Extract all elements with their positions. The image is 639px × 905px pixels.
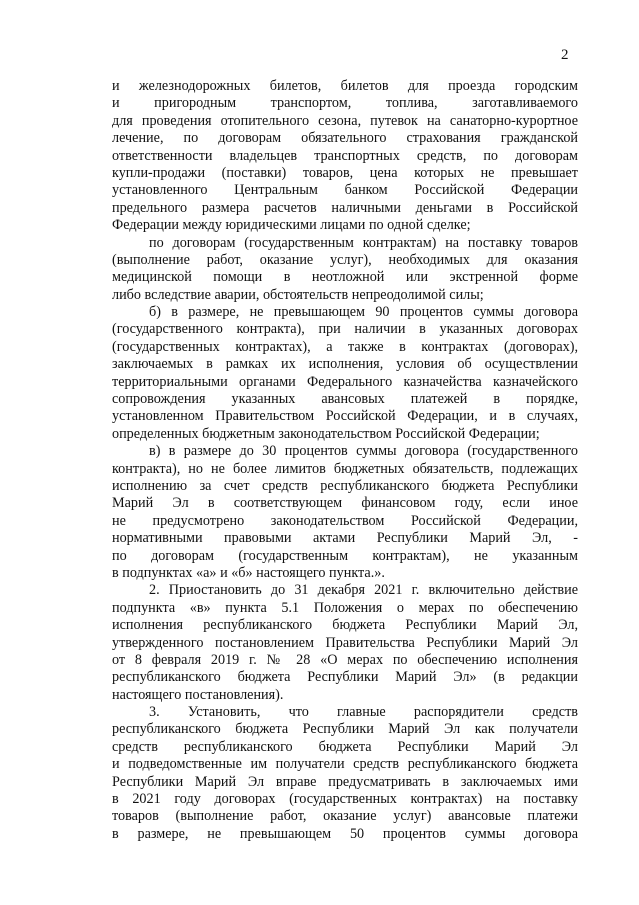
text-line: сопровождения указанных авансовых платежей в порядке, [112,391,578,408]
text-line: 2. Приостановить до 31 декабря 2021 г. включительно действие [149,582,578,599]
text-line: республиканского бюджета Республики Марий Эл как получатели [112,721,578,738]
text-line: установленного Центральным банком Российской Федерации [112,182,578,199]
text-line: в размере, не превышающем 50 процентов суммы договора [112,825,578,842]
text-line: подпункта «в» пункта 5.1 Положения о мерах по обеспечению [112,599,578,616]
text-line: в подпунктах «а» и «б» настоящего пункта.». [112,564,385,581]
text-line: лечение, по договорам обязательного страхования гражданской [112,130,578,147]
text-line: республиканского бюджета Республики Марий Эл» (в редакции [112,669,578,686]
text-line: в 2021 году договорах (государственных контрактах) на поставку [112,791,578,808]
text-line: нормативными правовыми актами Республики Марий Эл, - [112,530,578,547]
text-line: ответственности владельцев транспортных средств, по договорам [112,147,578,164]
text-line: установленном Правительством Российской Федерации, и в случаях, [112,408,578,425]
page-number: 2 [561,47,569,63]
text-line: купли-продажи (поставки) товаров, цена которых не превышает [112,164,578,181]
text-line: территориальными органами Федерального казначейства казначейского [112,373,578,390]
text-line: (государственных контрактах), а также в контрактах (договорах), [112,338,578,355]
text-line: от 8 февраля 2019 г. № 28 «О мерах по обеспечению исполнения [112,651,578,668]
text-line: настоящего постановления). [112,686,284,703]
text-line: и железнодорожных билетов, билетов для проезда городским [112,78,578,94]
text-line: не предусмотрено законодательством Российской Федерации, [112,512,578,529]
text-line: б) в размере, не превышающем 90 процентов суммы договора [149,304,578,321]
text-line: 3. Установить, что главные распорядители средств [149,704,578,721]
text-line: по договорам (государственным контрактам) на поставку товаров [149,234,578,251]
text-line: исполнению за счет средств республиканского бюджета Республики [112,477,578,494]
text-line: и пригородным транспортом, топлива, заготавливаемого [112,95,578,112]
text-line: Республики Марий Эл вправе предусматривать в заключаемых ими [112,773,578,790]
text-line: утвержденного постановлением Правительства Республики Марий Эл [112,634,578,651]
text-line: для проведения отопительного сезона, путевок на санаторно-курортное [112,112,578,129]
text-line: по договорам (государственным контрактам), не указанным [112,547,578,564]
text-line: предельного размера расчетов наличными деньгами в Российской [112,199,578,216]
text-line: заключаемых в рамках их исполнения, условия об осуществлении [112,356,578,373]
document-body [112,78,578,843]
text-line: Федерации между юридическими лицами по одной сделке; [112,217,471,234]
text-line: либо вследствие аварии, обстоятельств непреодолимой силы; [112,286,484,303]
text-line: (выполнение работ, оказание услуг), необходимых для оказания [112,251,578,268]
text-line: исполнения республиканского бюджета Республики Марий Эл, [112,617,578,634]
text-line: (государственного контракта), при наличии в указанных договорах [112,321,578,338]
text-line: средств республиканского бюджета Республики Марий Эл [112,738,578,755]
text-line: медицинской помощи в неотложной или экстренной форме [112,269,578,286]
text-line: Марий Эл в соответствующем финансовом году, если иное [112,495,578,512]
text-line: определенных бюджетным законодательством Российской Федерации; [112,425,540,442]
text-line: в) в размере до 30 процентов суммы договора (государственного [149,443,578,460]
text-line: контракта), но не более лимитов бюджетных обязательств, подлежащих [112,460,578,477]
text-line: товаров (выполнение работ, оказание услуг) авансовые платежи [112,808,578,825]
text-line: и подведомственные им получатели средств республиканского бюджета [112,756,578,773]
